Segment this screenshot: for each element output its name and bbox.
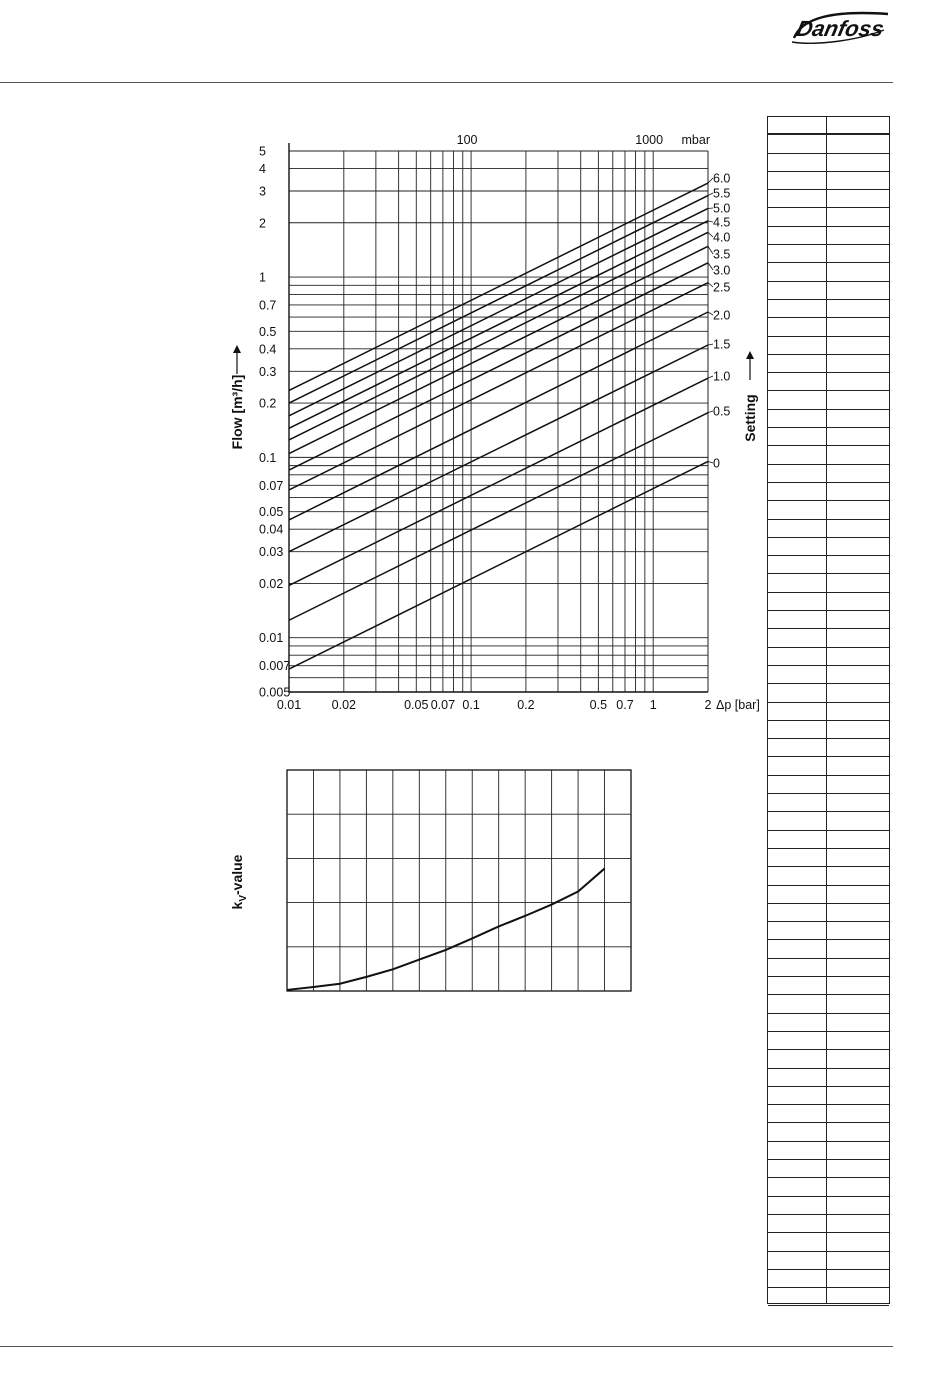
flow-chart [229, 133, 760, 712]
table-row [768, 373, 889, 391]
table-row [768, 337, 889, 355]
table-column-divider [826, 117, 827, 1303]
y-tick-label: 0.05 [259, 505, 284, 520]
setting-label: 0 [713, 456, 720, 471]
table-row [768, 154, 889, 172]
y-tick-label: 4 [259, 161, 266, 176]
table-row [768, 1087, 889, 1105]
table-header-row [768, 117, 889, 135]
table-row [768, 172, 889, 190]
x-tick-label: 0.5 [589, 698, 608, 712]
setting-label: 3.5 [713, 247, 731, 262]
y-tick-label: 0.3 [259, 364, 277, 379]
y-tick-label: 5 [259, 144, 266, 159]
table-row [768, 703, 889, 721]
table-row [768, 1197, 889, 1215]
table-row [768, 776, 889, 794]
table-row [768, 995, 889, 1013]
table-row [768, 867, 889, 885]
table-row [768, 135, 889, 153]
table-row [768, 410, 889, 428]
x-tick-label: 0.7 [616, 698, 634, 712]
table-row [768, 611, 889, 629]
setting-label: 4.5 [713, 215, 731, 230]
setting-label: 1.5 [713, 337, 731, 352]
table-row [768, 758, 889, 776]
x-tick-label: 0.1 [462, 698, 480, 712]
table-row [768, 1124, 889, 1142]
y-label-arrowhead [233, 345, 241, 353]
kv-axis-label [229, 854, 249, 909]
y-tick-label: 0.07 [259, 478, 284, 493]
setting-label: 4.0 [713, 230, 731, 245]
table-row [768, 300, 889, 318]
y-tick-label: 0.7 [259, 298, 277, 313]
y-axis-label: Flow [m³/h] [229, 374, 245, 450]
table-row [768, 318, 889, 336]
setting-label-arrowhead [746, 351, 754, 359]
y-tick-label: 0.5 [259, 324, 277, 339]
y-tick-label: 1 [259, 270, 266, 285]
table-row [768, 190, 889, 208]
table-row [768, 446, 889, 464]
y-tick-label: 0.4 [259, 342, 277, 357]
y-tick-label: 3 [259, 184, 266, 199]
table-row [768, 556, 889, 574]
table-row [768, 849, 889, 867]
table-row [768, 428, 889, 446]
table-row [768, 1050, 889, 1068]
x-tick-label: 0.01 [276, 698, 302, 712]
x-tick-label: 2 [704, 698, 712, 712]
setting-label: 3.0 [713, 263, 731, 278]
x-tick-label: 0.02 [331, 698, 356, 712]
x-axis-label: Δp [bar] [716, 698, 760, 712]
top-axis-unit: mbar [681, 133, 710, 147]
top-tick-label: 100 [456, 133, 478, 147]
y-tick-label: 0.03 [259, 545, 284, 560]
table-row [768, 355, 889, 373]
setting-label: 0.5 [713, 404, 731, 419]
table-row [768, 227, 889, 245]
setting-label: 5.0 [713, 201, 731, 216]
table-row [768, 1215, 889, 1233]
y-tick-label: 0.005 [259, 685, 291, 700]
table-row [768, 739, 889, 757]
table-row [768, 593, 889, 611]
table-row [768, 1014, 889, 1032]
kv-chart [229, 770, 631, 991]
x-tick-label: 0.05 [404, 698, 429, 712]
table-row [768, 922, 889, 940]
y-tick-label: 0.007 [259, 659, 291, 674]
y-tick-label: 0.02 [259, 576, 284, 591]
y-tick-label: 0.1 [259, 450, 277, 465]
table-row [768, 1105, 889, 1123]
y-tick-label: 0.04 [259, 522, 284, 537]
setting-label: 1.0 [713, 369, 731, 384]
setting-label: 2.0 [713, 308, 731, 323]
table-row [768, 520, 889, 538]
table-row [768, 812, 889, 830]
table-row [768, 392, 889, 410]
y-tick-label: 0.2 [259, 396, 277, 411]
kv-label-rest: -value [229, 854, 245, 895]
table-row [768, 904, 889, 922]
table-row [768, 209, 889, 227]
x-tick-label: 1 [649, 698, 657, 712]
setting-axis-label: Setting [742, 394, 758, 442]
table-row [768, 1142, 889, 1160]
table-row [768, 941, 889, 959]
table-row [768, 1288, 889, 1306]
table-row [768, 1160, 889, 1178]
side-table [767, 116, 890, 1304]
table-row [768, 465, 889, 483]
table-row [768, 1233, 889, 1251]
table-row [768, 794, 889, 812]
logo-text: Danfoss [794, 16, 887, 41]
kv-frame [287, 770, 631, 991]
table-row [768, 831, 889, 849]
table-row [768, 1178, 889, 1196]
kv-label-sub: V [238, 895, 249, 902]
y-tick-label: 2 [259, 216, 266, 231]
x-tick-label: 0.2 [517, 698, 535, 712]
table-row [768, 1032, 889, 1050]
table-row [768, 282, 889, 300]
table-row [768, 245, 889, 263]
table-row [768, 977, 889, 995]
top-tick-label: 1000 [635, 133, 664, 147]
table-row [768, 1069, 889, 1087]
table-row [768, 538, 889, 556]
setting-label: 5.5 [713, 186, 731, 201]
table-row [768, 1252, 889, 1270]
table-row [768, 648, 889, 666]
table-row [768, 721, 889, 739]
table-row [768, 575, 889, 593]
table-row [768, 886, 889, 904]
setting-label: 2.5 [713, 280, 731, 295]
y-tick-label: 0.01 [259, 631, 284, 646]
table-row [768, 501, 889, 519]
table-row [768, 483, 889, 501]
table-row [768, 629, 889, 647]
table-row [768, 684, 889, 702]
table-row [768, 263, 889, 281]
setting-label: 6.0 [713, 171, 731, 186]
table-row [768, 959, 889, 977]
table-row [768, 1270, 889, 1288]
table-row [768, 666, 889, 684]
kv-label-main: k [229, 901, 245, 910]
x-tick-label: 0.07 [430, 698, 456, 712]
